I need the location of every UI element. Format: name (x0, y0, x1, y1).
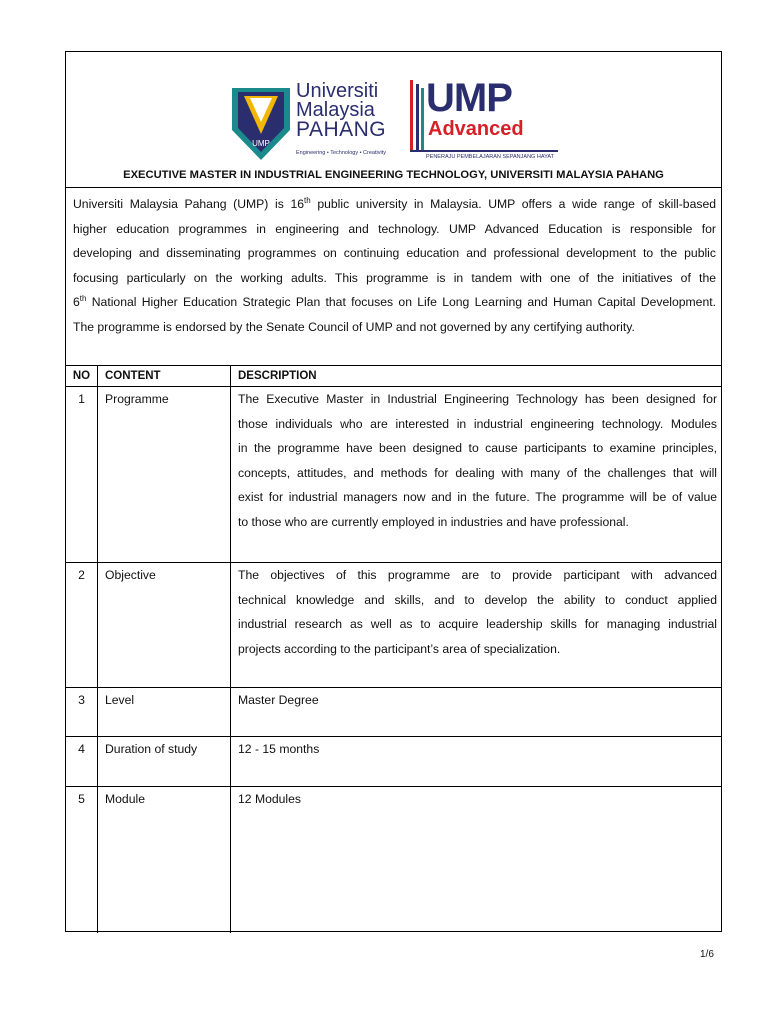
description-line: concepts, attitudes, and methods for dealing with many of the challenges that will (238, 465, 717, 480)
row-description-cell (231, 387, 723, 562)
row-no: 1 (78, 392, 85, 406)
row-description-cell (231, 688, 723, 736)
description-line: projects according to the participant’s area of specialization. (238, 641, 561, 656)
intro-text: National Higher Education Strategic Plan that focuses on Life Long Learning and Human Capital Development. (86, 295, 716, 309)
table-row (66, 563, 721, 688)
programme-table (66, 365, 721, 933)
row-content-cell (98, 787, 231, 933)
university-tagline: Engineering • Technology • Creativity (296, 150, 386, 156)
description-line: The Executive Master in Industrial Engineering Technology has been designed for (238, 392, 717, 406)
advanced-wordmark: Advanced (428, 118, 524, 140)
header-content-cell (98, 366, 231, 386)
shield-label: UMP (252, 139, 270, 148)
row-description (238, 387, 717, 534)
table-row (66, 688, 721, 737)
header-no-cell (66, 366, 98, 386)
intro-text: Universiti Malaysia Pahang (UMP) is 16 (73, 197, 305, 211)
row-no: 4 (78, 742, 85, 756)
university-line-1: Universiti (296, 80, 379, 102)
row-no-cell (66, 688, 98, 736)
ump-wordmark: UMP (426, 76, 512, 120)
row-content-cell (98, 387, 231, 562)
row-no-cell (66, 563, 98, 687)
table-header-row (66, 366, 721, 387)
table-row (66, 387, 721, 563)
intro-paragraph (73, 192, 716, 339)
header-description-cell (231, 366, 723, 386)
intro-line: developing and disseminating programmes on continuing education and professional development to the public (73, 246, 716, 260)
intro-text: public university in Malaysia. UMP offers a wide range of skill-based (310, 197, 716, 211)
row-no-cell (66, 737, 98, 786)
intro-text: 6 (73, 295, 80, 309)
row-content-cell (98, 563, 231, 687)
university-line-2: Malaysia (296, 99, 375, 121)
university-wordmark (296, 82, 386, 139)
university-line-3: PAHANG (296, 118, 387, 141)
header-no: NO (72, 370, 91, 382)
table-row (66, 737, 721, 787)
document-title: EXECUTIVE MASTER IN INDUSTRIAL ENGINEERING TECHNOLOGY, UNIVERSITI MALAYSIA PAHANG (123, 169, 664, 181)
row-no: 5 (78, 792, 85, 806)
row-content: Level (105, 693, 135, 707)
intro-line: The programme is endorsed by the Senate Council of UMP and not governed by any certifying authority. (73, 319, 635, 334)
intro-line (73, 290, 716, 315)
document-sheet (65, 51, 722, 932)
description-line: technical knowledge and skills, and to develop the ability to conduct applied (238, 592, 717, 607)
logo-banner (230, 78, 570, 164)
description-line: to those who are currently employed in industries and have professional. (238, 514, 629, 529)
row-content: Programme (105, 392, 169, 406)
ump-advanced-logo (408, 78, 558, 164)
intro-line: higher education programmes in engineering and technology. UMP Advanced Education is responsible for (73, 221, 716, 236)
row-content-cell (98, 737, 231, 786)
page-number: 1/6 (700, 949, 714, 960)
ump-tagline: PENERAJU PEMBELAJARAN SEPANJANG HAYAT (426, 154, 554, 160)
row-no-cell (66, 387, 98, 562)
row-content: Objective (105, 568, 156, 582)
ump-shield-logo-icon (230, 82, 292, 162)
ordinal-suffix: th (304, 196, 311, 205)
row-description-cell (231, 737, 723, 786)
description-line: The objectives of this programme are to provide participant with advanced (238, 568, 717, 582)
row-content: Duration of study (105, 742, 198, 756)
row-no-cell (66, 787, 98, 933)
row-description-cell (231, 787, 723, 933)
row-no: 2 (78, 568, 85, 582)
row-content-cell (98, 688, 231, 736)
description-line: exist for industrial managers now and in the future. The programme will be of value (238, 490, 717, 504)
intro-line (73, 192, 716, 217)
row-description: 12 Modules (238, 792, 302, 806)
description-line: those individuals who are interested in industrial engineering technology. Modules (238, 416, 717, 431)
header-content: CONTENT (105, 370, 161, 382)
row-description-cell (231, 563, 723, 687)
table-row (66, 787, 721, 933)
row-description (238, 563, 717, 661)
intro-line: focusing particularly on the working adults. This programme is in tandem with one of the initiatives of the (73, 270, 716, 285)
row-content: Module (105, 792, 145, 806)
header-description: DESCRIPTION (238, 370, 317, 382)
description-line: industrial research as well as to acquire leadership skills for managing industrial (238, 617, 717, 631)
row-description: 12 - 15 months (238, 742, 320, 756)
row-description: Master Degree (238, 693, 319, 707)
document-header (66, 52, 721, 188)
ordinal-suffix: th (79, 294, 87, 303)
description-line: in the programme have been designed to cause participants to examine principles, (238, 441, 717, 455)
row-no: 3 (78, 693, 85, 707)
